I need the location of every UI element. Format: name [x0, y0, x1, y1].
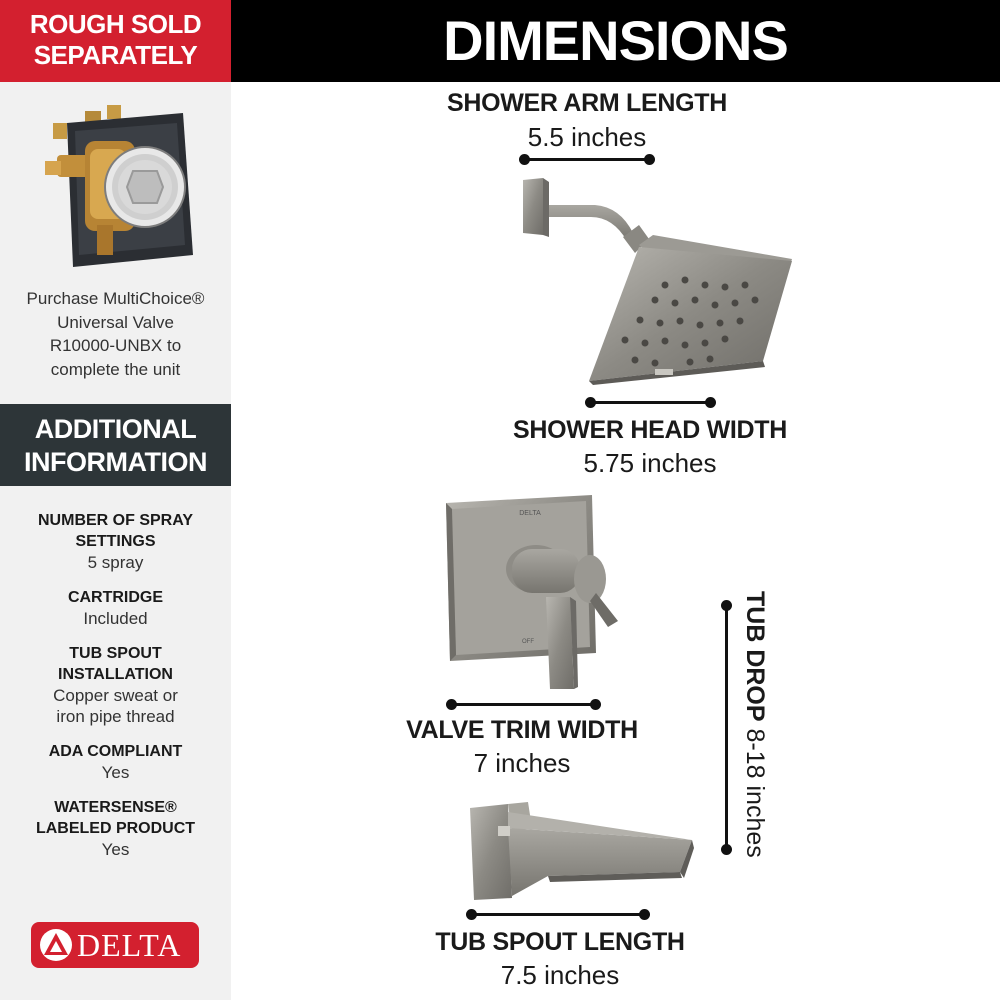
shower-arm-label: SHOWER ARM LENGTH: [446, 89, 728, 117]
dimensions-title: DIMENSIONS: [231, 0, 1000, 82]
info-item-tub-spout-installation: [0, 643, 231, 727]
info-label: LABELED PRODUCT: [35, 820, 196, 837]
info-label: CARTRIDGE: [67, 589, 164, 606]
additional-banner-line-2: INFORMATION: [24, 447, 207, 477]
rough-valve-image: [45, 105, 195, 270]
additional-banner-line-1: ADDITIONAL: [34, 414, 197, 444]
purchase-line-2: Universal Valve: [57, 312, 174, 332]
tub-drop-dimension-line: [725, 605, 728, 850]
tub-spout-value: 7.5 inches: [500, 960, 620, 990]
valve-trim-value: 7 inches: [473, 748, 571, 778]
info-value: Copper sweat or: [53, 686, 178, 705]
info-item-cartridge: [0, 587, 231, 629]
trim-off-text: OFF: [522, 639, 534, 645]
shower-head-value: 5.75 inches: [583, 448, 717, 478]
rough-banner-line-2: SEPARATELY: [33, 40, 198, 70]
info-label: WATERSENSE®: [54, 799, 177, 816]
rough-sold-separately-banner: [0, 0, 231, 82]
info-label: TUB SPOUT: [69, 645, 162, 662]
purchase-line-4: complete the unit: [50, 359, 181, 379]
tub-spout-label: TUB SPOUT LENGTH: [435, 928, 685, 956]
info-value: Yes: [101, 840, 130, 859]
trim-brand-text: DELTA: [519, 510, 541, 517]
purchase-valve-text: [0, 287, 231, 381]
info-value: Yes: [101, 763, 130, 782]
shower-head-label: SHOWER HEAD WIDTH: [512, 416, 788, 444]
info-item-spray-settings: [0, 510, 231, 573]
shower-arm-dimension-line: [524, 158, 650, 161]
tub-spout-dimension-line: [471, 913, 645, 916]
tub-drop-label: TUB DROP: [741, 591, 769, 722]
info-list: [0, 510, 231, 874]
shower-arm-value: 5.5 inches: [527, 122, 647, 152]
tub-spout-image: [468, 798, 696, 902]
info-value: 5 spray: [87, 553, 144, 572]
valve-trim-image: [440, 493, 630, 693]
delta-wordmark: DELTA: [77, 927, 182, 963]
delta-logo: [31, 922, 199, 968]
rough-banner-line-1: ROUGH SOLD: [29, 9, 202, 39]
info-label: INSTALLATION: [58, 666, 173, 683]
shower-head-image: [515, 175, 800, 385]
sidebar: [0, 0, 231, 1000]
tub-drop-annotation: [733, 591, 773, 871]
info-label: ADA COMPLIANT: [48, 743, 183, 760]
info-value: iron pipe thread: [56, 707, 175, 726]
purchase-line-1: Purchase MultiChoice®: [26, 289, 205, 308]
info-item-ada-compliant: [0, 741, 231, 783]
shower-head-dimension-line: [590, 401, 711, 404]
info-item-watersense: [0, 797, 231, 860]
info-label: SETTINGS: [75, 533, 156, 550]
purchase-line-3: R10000-UNBX to: [49, 336, 182, 355]
valve-trim-dimension-line: [451, 703, 596, 706]
delta-triangle-icon: [39, 928, 73, 962]
additional-information-banner: [0, 404, 231, 486]
info-value: Included: [83, 609, 148, 628]
info-label: NUMBER OF SPRAY: [38, 512, 193, 529]
tub-drop-value: 8-18 inches: [741, 728, 769, 858]
valve-trim-label: VALVE TRIM WIDTH: [406, 716, 638, 744]
